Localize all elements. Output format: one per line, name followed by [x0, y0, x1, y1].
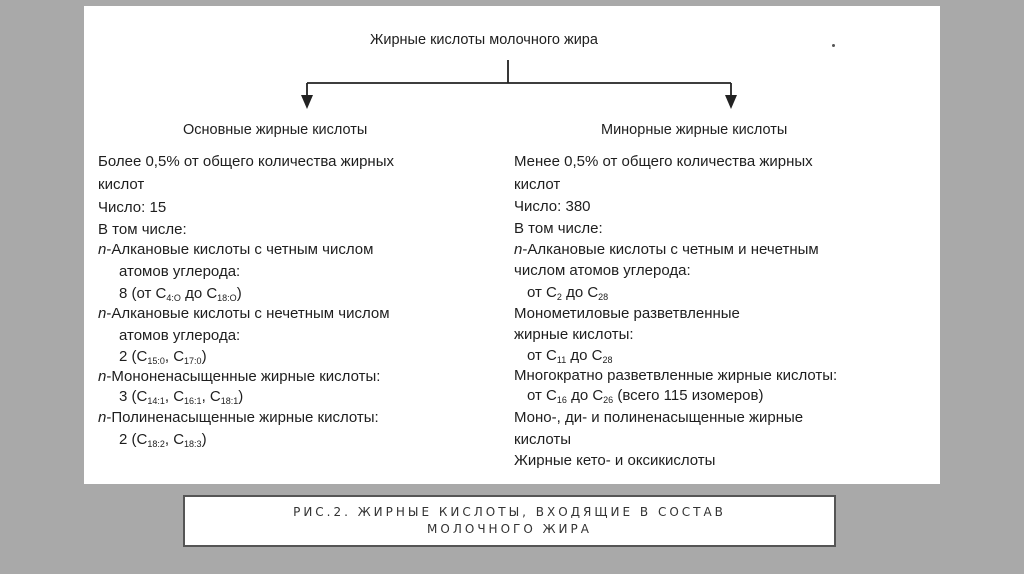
minor-acids-heading: Минорные жирные кислоты: [601, 122, 788, 138]
minor-line: Моно-, ди- и полиненасыщенные жирные: [514, 409, 804, 426]
line-text: -Алкановые кислоты с нечетным числом: [106, 305, 390, 322]
line-text: -Мононенасыщенные жирные кислоты:: [106, 368, 381, 385]
line-text: до C: [180, 285, 218, 302]
n-prefix: n: [98, 409, 107, 426]
subscript: 17:0: [184, 356, 202, 366]
minor-line: Менее 0,5% от общего количества жирных: [514, 153, 813, 170]
line-text: -Алкановые кислоты с четным числом: [106, 241, 374, 258]
minor-line: Число: 380: [514, 198, 591, 215]
figure-caption-box: [183, 495, 836, 547]
line-text: , C: [164, 388, 185, 405]
line-text: -Полиненасыщенные жирные кислоты:: [106, 409, 379, 426]
line-text: ): [238, 388, 244, 405]
subscript: 18:2: [147, 439, 165, 449]
line-text: 2 (C: [119, 348, 148, 365]
minor-line: [527, 385, 763, 406]
subscript: 26: [603, 395, 614, 405]
n-prefix: n: [98, 241, 107, 258]
main-line: [98, 303, 390, 324]
main-line: [119, 386, 243, 407]
n-prefix: n: [98, 368, 107, 385]
main-line: [98, 239, 373, 260]
line-text: от C: [527, 284, 557, 301]
figure-caption: [293, 504, 726, 538]
line-text: (всего 115 изомеров): [613, 387, 764, 404]
line-text: 8 (от C: [119, 285, 167, 302]
subscript: 28: [598, 292, 609, 302]
minor-line: [527, 345, 613, 366]
line-text: до C: [566, 347, 603, 364]
subscript: 16: [556, 395, 567, 405]
subscript: 18:1: [220, 396, 239, 406]
minor-line: В том числе:: [514, 220, 603, 237]
caption-line: РИС.2. ЖИРНЫЕ КИСЛОТЫ, ВХОДЯЩИЕ В СОСТАВ: [293, 505, 726, 519]
main-line: [98, 407, 379, 428]
main-line: [98, 366, 380, 387]
main-line: атомов углерода:: [119, 263, 241, 280]
minor-line: кислоты: [514, 431, 572, 448]
minor-line: Многократно разветвленные жирные кислоты:: [514, 367, 838, 384]
line-text: 2 (C: [119, 431, 148, 448]
subscript: 18:3: [184, 439, 202, 449]
line-text: от C: [527, 387, 557, 404]
line-text: ): [201, 348, 207, 365]
line-text: до C: [566, 387, 604, 404]
subscript: 2: [556, 292, 562, 302]
subscript: 15:0: [147, 356, 165, 366]
minor-line: [527, 282, 608, 303]
line-text: , C: [201, 388, 221, 405]
main-acids-heading: Основные жирные кислоты: [183, 122, 368, 138]
arrow-left-icon: [301, 95, 313, 109]
minor-line: [514, 239, 819, 260]
line-text: до C: [561, 284, 599, 301]
caption-line: МОЛОЧНОГО ЖИРА: [427, 522, 592, 536]
main-line: Число: 15: [98, 199, 167, 216]
main-line: Более 0,5% от общего количества жирных: [98, 153, 395, 170]
minor-line: кислот: [514, 176, 561, 193]
subscript: 16:1: [184, 396, 202, 406]
subscript: 14:1: [147, 396, 165, 406]
speck-mark: [832, 44, 835, 47]
line-text: от C: [527, 347, 557, 364]
main-line: [119, 429, 207, 450]
main-line: [119, 283, 242, 304]
main-line: кислот: [98, 176, 145, 193]
n-prefix: n: [514, 241, 523, 258]
minor-line: числом атомов углерода:: [514, 262, 691, 279]
n-prefix: n: [98, 305, 107, 322]
line-text: , C: [164, 431, 185, 448]
minor-line: жирные кислоты:: [514, 326, 634, 343]
main-line: атомов углерода:: [119, 327, 241, 344]
arrow-right-icon: [725, 95, 737, 109]
line-text: ): [201, 431, 207, 448]
main-line: В том числе:: [98, 221, 187, 238]
line-text: , C: [164, 348, 185, 365]
subscript: 18:O: [217, 293, 237, 303]
diagram-title: Жирные кислоты молочного жира: [370, 32, 598, 48]
minor-line: Жирные кето- и оксикислоты: [514, 452, 716, 469]
line-text: ): [236, 285, 242, 302]
subscript: 11: [556, 355, 567, 365]
line-text: -Алкановые кислоты с четным и нечетным: [522, 241, 819, 258]
minor-line: Монометиловые разветвленные: [514, 305, 740, 322]
subscript: 28: [602, 355, 613, 365]
subscript: 4:O: [166, 293, 181, 303]
main-line: [119, 346, 207, 367]
line-text: 3 (C: [119, 388, 148, 405]
